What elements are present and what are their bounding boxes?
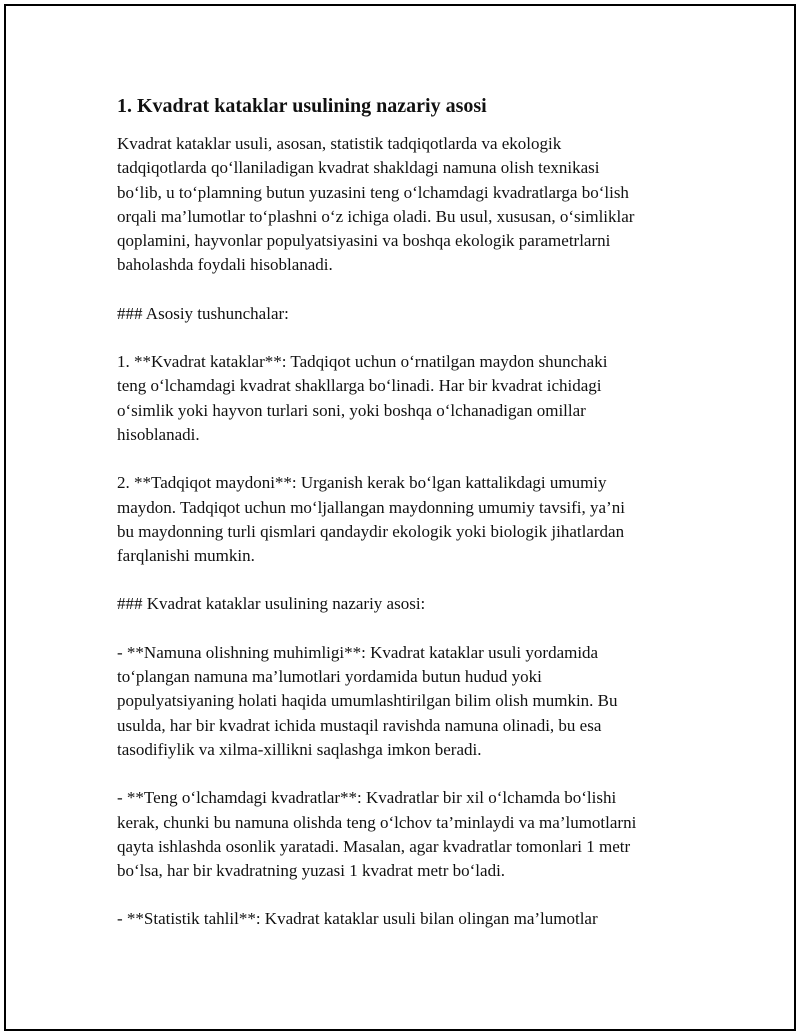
text-line: hisoblanadi. — [117, 424, 200, 444]
text-line: farqlanishi mumkin. — [117, 546, 255, 566]
paragraph — [117, 907, 692, 931]
text-line: 2. **Tadqiqot maydoni**: Urganish kerak bo‘lgan kattalikdagi umumiy — [117, 473, 607, 493]
paragraph — [117, 592, 692, 616]
paragraph — [117, 471, 692, 568]
text-line: orqali ma’lumotlar to‘plashni o‘z ichiga oladi. Bu usul, xususan, o‘simliklar — [117, 206, 635, 226]
document-body — [117, 92, 692, 956]
text-line: baholashda foydali hisoblanadi. — [117, 255, 333, 275]
text-line: bo‘lib, u to‘plamning butun yuzasini teng o‘lchamdagi kvadratlarga bo‘lish — [117, 182, 629, 202]
text-line: bo‘lsa, har bir kvadratning yuzasi 1 kvadrat metr bo‘ladi. — [117, 861, 506, 881]
paragraph — [117, 350, 692, 447]
text-line: - **Teng o‘lchamdagi kvadratlar**: Kvadratlar bir xil o‘lchamda bo‘lishi — [117, 788, 617, 808]
text-line: maydon. Tadqiqot uchun mo‘ljallangan maydonning umumiy tavsifi, ya’ni — [117, 497, 625, 517]
paragraph-list — [117, 132, 692, 932]
paragraph — [117, 132, 692, 278]
text-line: tasodifiylik va xilma-xillikni saqlashga imkon beradi. — [117, 739, 482, 759]
text-line: teng o‘lchamdagi kvadrat shakllarga bo‘linadi. Har bir kvadrat ichidagi — [117, 376, 602, 396]
text-line: populyatsiyaning holati haqida umumlashtirilgan bilim olish mumkin. Bu — [117, 691, 618, 711]
text-line: usulda, har bir kvadrat ichida mustaqil ravishda namuna olinadi, bu esa — [117, 715, 602, 735]
text-line: o‘simlik yoki hayvon turlari soni, yoki boshqa o‘lchanadigan omillar — [117, 400, 586, 420]
text-line: ### Asosiy tushunchalar: — [117, 303, 289, 323]
text-line: tadqiqotlarda qo‘llaniladigan kvadrat shakldagi namuna olish texnikasi — [117, 158, 600, 178]
text-line: qayta ishlashda osonlik yaratadi. Masalan, agar kvadratlar tomonlari 1 metr — [117, 836, 631, 856]
paragraph — [117, 786, 692, 883]
paragraph — [117, 641, 692, 762]
text-line: 1. **Kvadrat kataklar**: Tadqiqot uchun o‘rnatilgan maydon shunchaki — [117, 352, 608, 372]
section-heading: 1. Kvadrat kataklar usulining nazariy asosi — [117, 95, 487, 117]
text-line: Kvadrat kataklar usuli, asosan, statistik tadqiqotlarda va ekologik — [117, 134, 562, 153]
text-line: - **Statistik tahlil**: Kvadrat kataklar usuli bilan olingan ma’lumotlar — [117, 909, 598, 929]
text-line: kerak, chunki bu namuna olishda teng o‘lchov ta’minlaydi va ma’lumotlarni — [117, 812, 637, 832]
paragraph — [117, 302, 692, 326]
text-line: bu maydonning turli qismlari qandaydir ekologik yoki biologik jihatlardan — [117, 521, 625, 541]
text-line: ### Kvadrat kataklar usulining nazariy asosi: — [117, 594, 426, 614]
text-line: qoplamini, hayvonlar populyatsiyasini va boshqa ekologik parametrlarni — [117, 231, 611, 251]
text-line: to‘plangan namuna ma’lumotlari yordamida butun hudud yoki — [117, 667, 542, 687]
text-line: - **Namuna olishning muhimligi**: Kvadrat kataklar usuli yordamida — [117, 642, 599, 662]
